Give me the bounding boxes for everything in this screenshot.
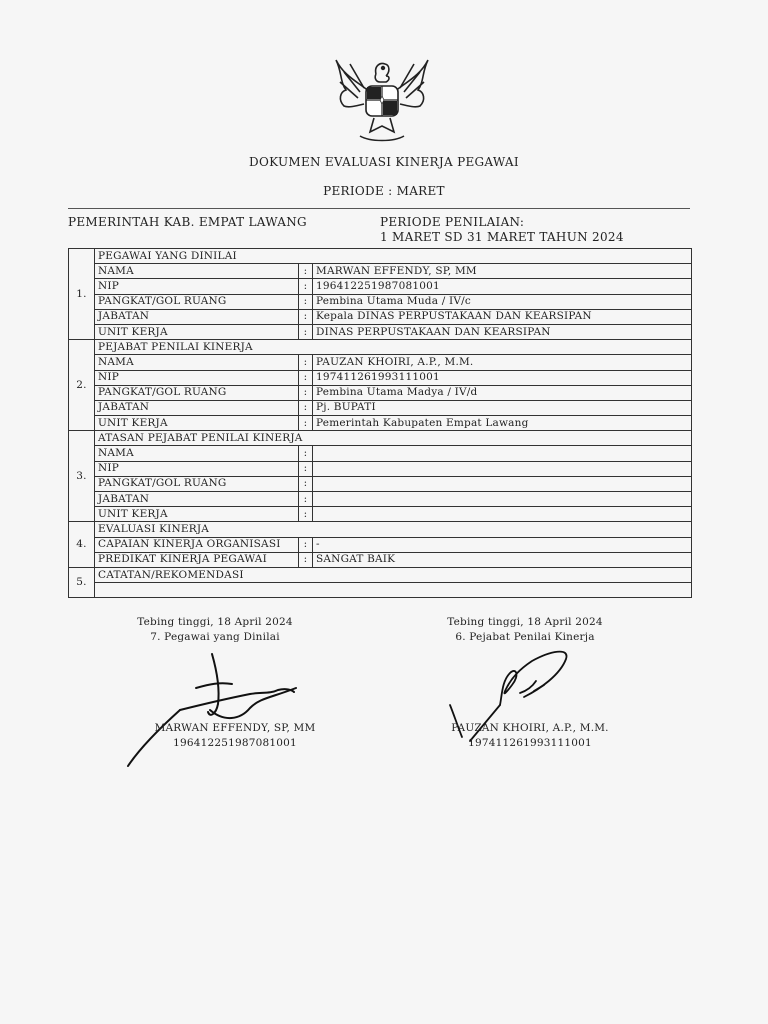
header-divider: [68, 208, 690, 209]
field-label: PANGKAT/GOL RUANG: [95, 385, 299, 400]
field-value: [313, 507, 692, 522]
field-colon: :: [299, 324, 313, 339]
assessment-period-range: 1 MARET SD 31 MARET TAHUN 2024: [380, 230, 624, 244]
evaluation-table: [68, 248, 692, 598]
notes-row: [69, 583, 692, 598]
field-value: 197411261993111001: [313, 370, 692, 385]
section-title: EVALUASI KINERJA: [95, 522, 692, 537]
section-number: 3.: [69, 431, 95, 522]
field-colon: :: [299, 461, 313, 476]
field-colon: :: [299, 294, 313, 309]
field-colon: :: [299, 476, 313, 491]
section-title: CATATAN/REKOMENDASI: [95, 567, 692, 582]
field-value: SANGAT BAIK: [313, 552, 692, 567]
field-label: NAMA: [95, 446, 299, 461]
section-header-row: [69, 522, 692, 537]
field-row: [69, 309, 692, 324]
field-label: JABATAN: [95, 492, 299, 507]
right-signer-name: PAUZAN KHOIRI, A.P., M.M.: [451, 722, 609, 734]
right-place-date: Tebing tinggi, 18 April 2024: [447, 616, 603, 628]
field-label: UNIT KERJA: [95, 507, 299, 522]
field-label: PREDIKAT KINERJA PEGAWAI: [95, 552, 299, 567]
right-signer-nip: 197411261993111001: [468, 737, 592, 749]
field-label: JABATAN: [95, 309, 299, 324]
field-label: NAMA: [95, 264, 299, 279]
field-label: UNIT KERJA: [95, 416, 299, 431]
section-header-row: [69, 340, 692, 355]
section-header-row: [69, 567, 692, 582]
field-colon: :: [299, 370, 313, 385]
field-row: [69, 461, 692, 476]
field-row: [69, 537, 692, 552]
field-row: [69, 507, 692, 522]
field-colon: :: [299, 264, 313, 279]
field-label: NIP: [95, 279, 299, 294]
field-label: NIP: [95, 461, 299, 476]
field-value: [313, 492, 692, 507]
field-row: [69, 324, 692, 339]
field-value: [313, 446, 692, 461]
field-row: [69, 355, 692, 370]
section-number: 5.: [69, 567, 95, 597]
field-value: [313, 476, 692, 491]
period-title: PERIODE : MARET: [323, 184, 445, 198]
field-label: JABATAN: [95, 400, 299, 415]
field-colon: :: [299, 385, 313, 400]
assessment-period-label: PERIODE PENILAIAN:: [380, 215, 525, 229]
field-value: Pembina Utama Madya / IV/d: [313, 385, 692, 400]
field-colon: :: [299, 309, 313, 324]
field-row: [69, 370, 692, 385]
field-value: Pj. BUPATI: [313, 400, 692, 415]
field-row: [69, 552, 692, 567]
section-number: 4.: [69, 522, 95, 568]
field-colon: :: [299, 355, 313, 370]
section-header-row: [69, 431, 692, 446]
section-number: 1.: [69, 249, 95, 340]
section-title: ATASAN PEJABAT PENILAI KINERJA: [95, 431, 692, 446]
field-colon: :: [299, 279, 313, 294]
left-signer-role: 7. Pegawai yang Dinilai: [150, 631, 280, 643]
section-number: 2.: [69, 340, 95, 431]
field-colon: :: [299, 552, 313, 567]
field-label: PANGKAT/GOL RUANG: [95, 294, 299, 309]
left-signer-nip: 196412251987081001: [173, 737, 297, 749]
field-colon: :: [299, 416, 313, 431]
document-title: DOKUMEN EVALUASI KINERJA PEGAWAI: [249, 155, 519, 169]
field-row: [69, 492, 692, 507]
field-value: Pemerintah Kabupaten Empat Lawang: [313, 416, 692, 431]
left-signature-icon: [120, 648, 310, 773]
section-header-row: [69, 249, 692, 264]
field-label: NAMA: [95, 355, 299, 370]
field-colon: :: [299, 507, 313, 522]
field-value: -: [313, 537, 692, 552]
field-colon: :: [299, 537, 313, 552]
field-row: [69, 476, 692, 491]
field-row: [69, 294, 692, 309]
section-title: PEGAWAI YANG DINILAI: [95, 249, 692, 264]
garuda-emblem-icon: [330, 52, 434, 144]
field-label: PANGKAT/GOL RUANG: [95, 476, 299, 491]
section-title: PEJABAT PENILAI KINERJA: [95, 340, 692, 355]
field-row: [69, 385, 692, 400]
field-colon: :: [299, 492, 313, 507]
field-value: Pembina Utama Muda / IV/c: [313, 294, 692, 309]
field-row: [69, 264, 692, 279]
field-value: DINAS PERPUSTAKAAN DAN KEARSIPAN: [313, 324, 692, 339]
field-label: CAPAIAN KINERJA ORGANISASI: [95, 537, 299, 552]
field-label: NIP: [95, 370, 299, 385]
field-value: Kepala DINAS PERPUSTAKAAN DAN KEARSIPAN: [313, 309, 692, 324]
left-place-date: Tebing tinggi, 18 April 2024: [137, 616, 293, 628]
field-row: [69, 400, 692, 415]
field-colon: :: [299, 446, 313, 461]
right-signer-role: 6. Pejabat Penilai Kinerja: [455, 631, 595, 643]
government-name: PEMERINTAH KAB. EMPAT LAWANG: [68, 215, 307, 229]
field-value: PAUZAN KHOIRI, A.P., M.M.: [313, 355, 692, 370]
field-label: UNIT KERJA: [95, 324, 299, 339]
field-value: MARWAN EFFENDY, SP, MM: [313, 264, 692, 279]
notes-cell: [95, 583, 692, 598]
field-value: 196412251987081001: [313, 279, 692, 294]
field-row: [69, 416, 692, 431]
field-value: [313, 461, 692, 476]
field-row: [69, 279, 692, 294]
left-signer-name: MARWAN EFFENDY, SP, MM: [154, 722, 316, 734]
field-colon: :: [299, 400, 313, 415]
field-row: [69, 446, 692, 461]
